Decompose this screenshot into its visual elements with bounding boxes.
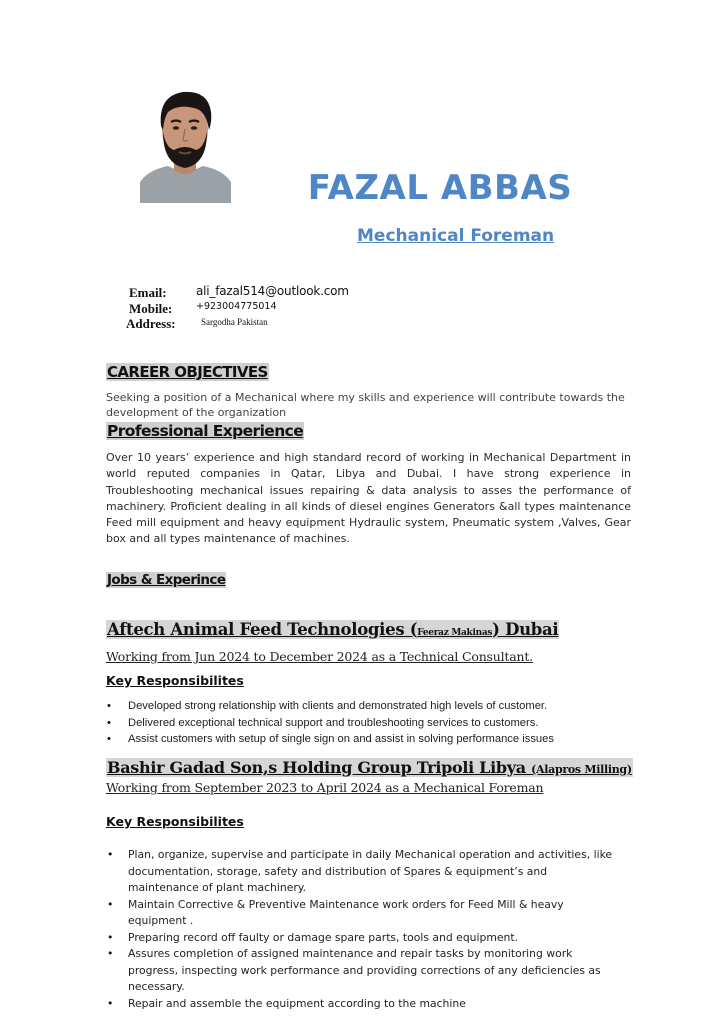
jobs-experience-heading: Jobs & Experince [107, 572, 226, 588]
list-item: • Delivered exceptional technical support and troubleshooting services to customers. [106, 715, 646, 732]
mobile-label: Mobile: [129, 301, 173, 316]
list-item: • Maintain Corrective & Preventive Maintenance work orders for Feed Mill & heavy equipment . [106, 897, 616, 930]
job-2-company-wrap [106, 757, 633, 781]
job-1-responsibilities-list [106, 698, 646, 748]
professional-heading-wrap [106, 422, 304, 441]
jobs-heading-wrap [106, 571, 226, 590]
professional-experience-text: Over 10 years’ experience and high standard record of working in Mechanical Department in world reputed companies in Qatar, Libya and Dubai. I have strong experience in Troubleshooting mechanical issues repairing & data analysis to asses the performance of machinery. Proficient dealing in all kinds of diesel engines Generators &all types maintenance Feed mill equipment and heavy equipment Hydraulic system, Pneumatic system ,Valves, Gear box and all types maintenance of machines. [106, 451, 631, 546]
job-1-company-alias: Feeraz Makinas [417, 628, 493, 638]
email-value: ali_fazal514@outlook.com [196, 284, 349, 298]
job-2-responsibilities-list [106, 847, 616, 1012]
career-objectives-heading: CAREER OBJECTIVES [107, 363, 268, 381]
address-label: Address: [126, 316, 176, 331]
list-item: • Plan, organize, supervise and participate in daily Mechanical operation and activities, like documentation, storage, safety and distribution of Spares & equipment’s and maintenance of plant machinery. [106, 847, 616, 897]
job-2-company-alias: (Alapros Milling) [531, 763, 632, 776]
job-2-period: Working from September 2023 to April 2024 as a Mechanical Foreman [106, 780, 544, 795]
address-label-wrap [126, 315, 176, 333]
list-item: • Developed strong relationship with clients and demonstrated high levels of customer. [106, 698, 646, 715]
job-1-company-location: ) Dubai [492, 620, 559, 639]
job-2-key-responsibilities-heading: Key Responsibilites [106, 814, 244, 829]
list-item: • Preparing record off faulty or damage spare parts, tools and equipment. [106, 930, 616, 947]
job-1-company-wrap [106, 619, 559, 644]
list-item: • Assures completion of assigned maintenance and repair tasks by monitoring work progress, inspecting work performance and providing corrections of any deficiencies as necessary. [106, 946, 616, 996]
career-objectives-text: Seeking a position of a Mechanical where my skills and experience will contribute towards the development of the organization [106, 391, 625, 419]
candidate-title: Mechanical Foreman [357, 226, 555, 246]
career-heading-wrap [106, 363, 269, 382]
job-1-company [106, 620, 559, 639]
mobile-value: +923004775014 [196, 301, 277, 312]
job-2-company-name: Bashir Gadad Son,s Holding Group Tripoli Libya [107, 758, 532, 777]
candidate-name: FAZAL ABBAS [307, 168, 573, 208]
address-value: Sargodha Pakistan [201, 317, 268, 327]
job-2-company [106, 758, 633, 777]
list-item: • Repair and assemble the equipment according to the machine [106, 996, 616, 1013]
professional-experience-heading: Professional Experience [107, 422, 304, 440]
email-label: Email: [129, 285, 167, 300]
profile-portrait-image [138, 82, 233, 203]
job-1-key-responsibilities-heading: Key Responsibilites [106, 673, 244, 688]
profile-photo [138, 82, 233, 203]
job-1-company-name: Aftech Animal Feed Technologies ( [107, 620, 418, 639]
job-1-period: Working from Jun 2024 to December 2024 as a Technical Consultant. [106, 649, 533, 664]
list-item: • Assist customers with setup of single sign on and assist in solving performance issues [106, 731, 646, 748]
